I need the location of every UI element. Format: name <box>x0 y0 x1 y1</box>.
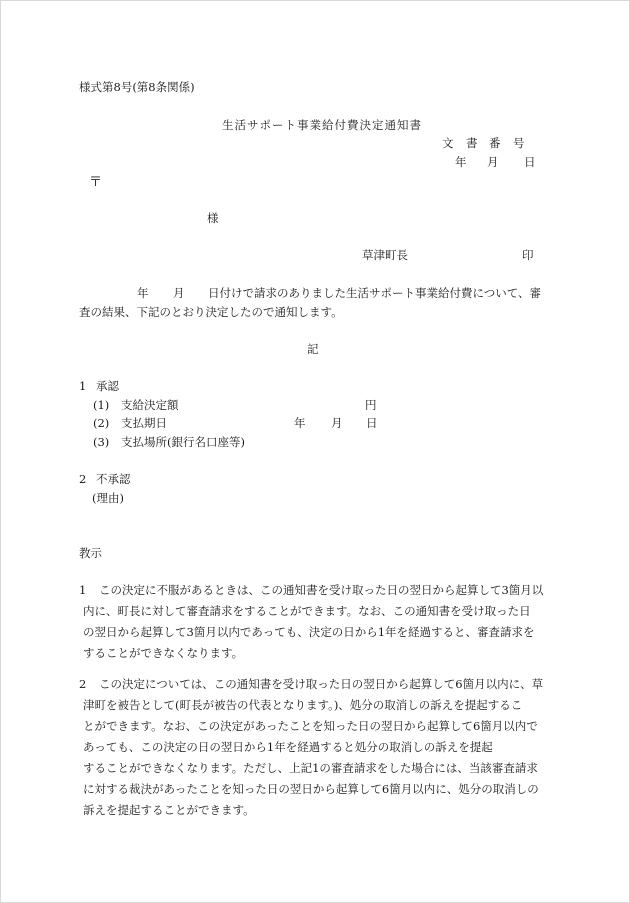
ki-heading: 記 <box>307 342 319 356</box>
paragraph-line: 津町を被告として(町長が被告の代表となります。)、処分の取消しの訴えを提起するこ <box>83 698 523 712</box>
reason-label: (理由) <box>92 491 124 505</box>
paragraph-number: 2 <box>79 677 87 691</box>
payment-day: 日 <box>366 416 378 430</box>
date-month: 月 <box>487 155 499 169</box>
date-day: 日 <box>524 155 536 169</box>
item-label: 支払場所(銀行名口座等) <box>121 435 245 449</box>
item-label: 支給決定額 <box>121 398 179 412</box>
paragraph-line: することができなくなります。 <box>83 646 244 660</box>
intro-year: 年 <box>137 286 149 300</box>
paragraph-line: あっても、この決定の日の翌日から1年を経過すると処分の取消しの訴えを提起 <box>83 740 493 754</box>
date-year: 年 <box>455 155 467 169</box>
paragraph-line: 1 この決定に不服があるときは、この通知書を受け取った日の翌日から起算して3箇月以 <box>79 580 551 601</box>
postal-mark: 〒 <box>89 175 103 190</box>
section-number: 2 <box>79 472 87 486</box>
seal-mark: 印 <box>522 248 534 262</box>
section-number: 1 <box>79 379 87 393</box>
payment-year: 年 <box>294 416 306 430</box>
sender-name: 草津町長 <box>362 248 408 262</box>
item-number: (1) <box>93 398 110 412</box>
section-title: 不承認 <box>96 472 131 486</box>
item-number: (2) <box>93 416 110 430</box>
section-title: 承認 <box>96 379 119 393</box>
addressee-suffix: 様 <box>207 211 219 225</box>
paragraph-line: に対する裁決があったことを知った日の翌日から起算して6箇月以内に、処分の取消しの <box>83 782 539 796</box>
paragraph-number: 1 <box>79 583 87 597</box>
form-label: 様式第8号(第8条関係) <box>79 80 195 94</box>
kyouji-paragraph-1 <box>79 580 551 664</box>
kyouji-paragraph-2 <box>79 674 551 821</box>
item-label: 支払期日 <box>121 416 167 430</box>
paragraph-line: とができます。なお、この決定があったことを知った日の翌日から起算して6箇月以内で <box>83 719 538 733</box>
paragraph-line: 2 この決定については、この通知書を受け取った日の翌日から起算して6箇月以内に、草 <box>79 674 551 695</box>
intro-line2: 査の結果、下記のとおり決定したので通知します。 <box>79 305 343 319</box>
doc-number-char: 号 <box>513 136 525 150</box>
doc-number-char: 書 <box>466 136 478 150</box>
document-title: 生活サポート事業給付費決定通知書 <box>222 118 422 132</box>
item-number: (3) <box>93 435 110 449</box>
item-unit: 円 <box>365 398 377 412</box>
paragraph-line: することができなくなります。ただし、上記1の審査請求をした場合には、当該審査請求 <box>83 761 538 775</box>
payment-month: 月 <box>331 416 343 430</box>
paragraph-line: 内に、町長に対して審査請求をすることができます。なお、この通知書を受け取った日 <box>83 604 531 618</box>
doc-number-char: 文 <box>442 136 454 150</box>
intro-month: 月 <box>173 286 185 300</box>
kyouji-heading: 教示 <box>79 546 102 560</box>
paragraph-line: の翌日から起算して3箇月以内であっても、決定の日から1年を経過すると、審査請求を <box>83 625 535 639</box>
paragraph-line: 訴えを提起することができます。 <box>83 803 255 817</box>
intro-line1: 日付けで請求のありました生活サポート事業給付費について、審 <box>208 286 542 300</box>
doc-number-char: 番 <box>489 136 501 150</box>
